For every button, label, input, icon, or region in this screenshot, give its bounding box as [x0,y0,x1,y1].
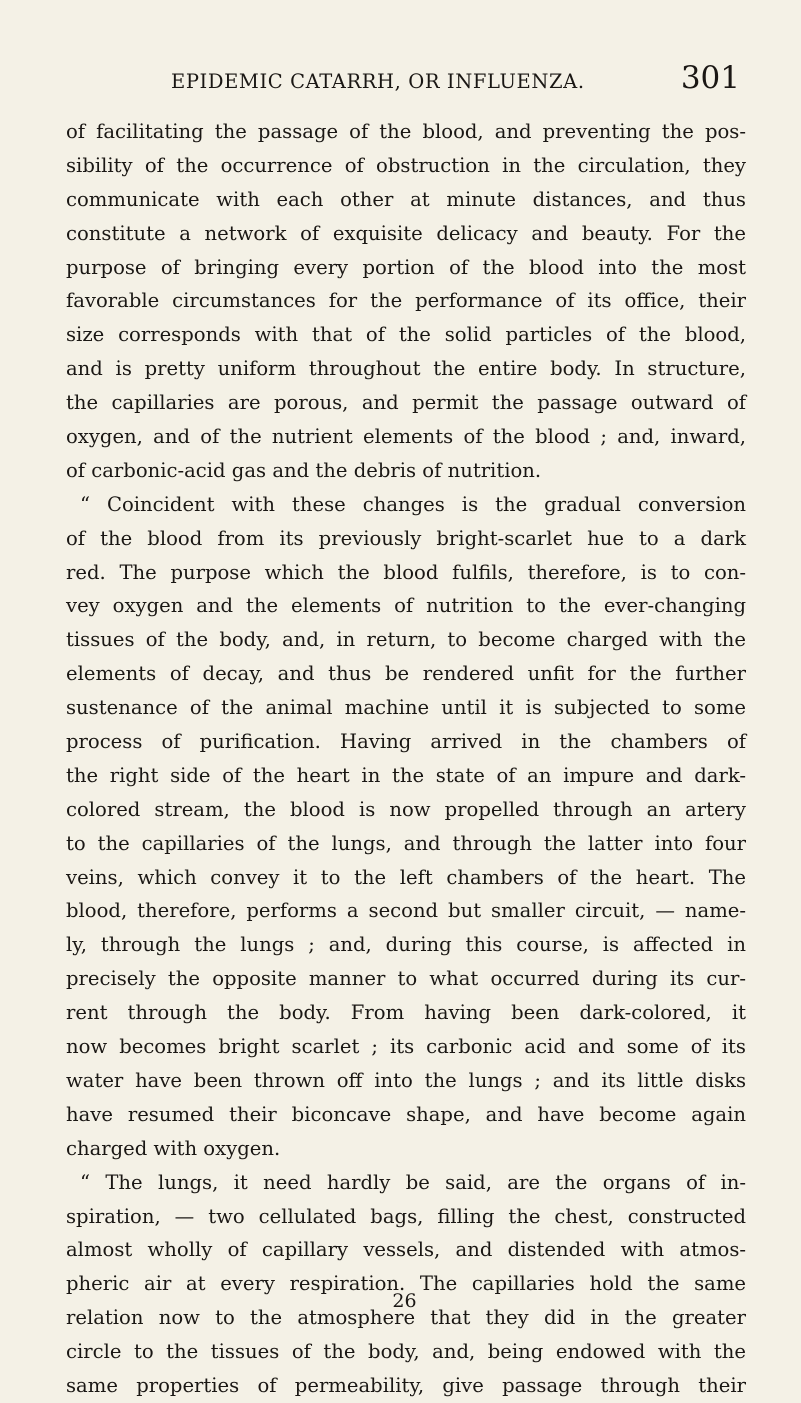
page-number: 301 [680,60,740,96]
text-line: blood, therefore, performs a second but smaller circuit, — name- [66,899,746,923]
text-line: favorable circumstances for the performance of its office, their [66,289,746,313]
body-text [66,115,746,1403]
text-line: “ The lungs, it need hardly be said, are the organs of in- [80,1170,746,1194]
text-line: size corresponds with that of the solid particles of the blood, [66,323,746,347]
text-line: process of purification. Having arrived in the chambers of [66,730,746,754]
text-line: colored stream, the blood is now propelled through an artery [66,797,746,821]
text-line: rent through the body. From having been dark-colored, it [66,1001,746,1025]
text-line: the capillaries are porous, and permit the passage outward of [66,391,746,415]
text-line: red. The purpose which the blood fulfils, therefore, is to con- [66,560,746,584]
text-line: the right side of the heart in the state of an impure and dark- [66,763,746,787]
text-line: and is pretty uniform throughout the entire body. In structure, [66,357,746,381]
text-line: have resumed their biconcave shape, and have become again [66,1102,746,1126]
text-line: communicate with each other at minute distances, and thus [66,187,746,211]
text-line: ly, through the lungs ; and, during this course, is affected in [66,933,746,957]
text-line: purpose of bringing every portion of the blood into the most [66,255,746,279]
text-line: now becomes bright scarlet ; its carbonic acid and some of its [66,1035,746,1059]
text-line: water have been thrown off into the lungs ; and its little disks [66,1068,746,1092]
text-line: tissues of the body, and, in return, to become charged with the [66,628,746,652]
text-line: veins, which convey it to the left chambers of the heart. The [66,865,746,889]
text-line: of carbonic-acid gas and the debris of nutrition. [66,458,542,482]
text-line: of the blood from its previously bright-scarlet hue to a dark [66,526,746,550]
text-line: sibility of the occurrence of obstruction in the circulation, they [66,153,746,177]
text-line: relation now to the atmosphere that they did in the greater [66,1306,746,1330]
text-line: of facilitating the passage of the blood, and preventing the pos- [66,120,746,143]
text-line: same properties of permeability, give passage through their [66,1373,746,1397]
text-line: spiration, — two cellulated bags, filling the chest, constructed [66,1204,746,1228]
text-line: almost wholly of capillary vessels, and distended with atmos- [66,1238,746,1262]
text-line: vey oxygen and the elements of nutrition to the ever-changing [66,594,746,618]
text-line: pheric air at every respiration. The capillaries hold the same [66,1272,746,1296]
signature-mark: 26 [392,1290,417,1312]
text-line: oxygen, and of the nutrient elements of the blood ; and, inward, [66,425,746,449]
running-head [66,60,742,100]
running-title: EPIDEMIC CATARRH, OR INFLUENZA. [171,70,585,93]
text-line: to the capillaries of the lungs, and through the latter into four [66,831,746,855]
text-line: charged with oxygen. [66,1136,281,1160]
text-line: sustenance of the animal machine until it is subjected to some [66,696,746,720]
text-line: circle to the tissues of the body, and, being endowed with the [66,1340,746,1364]
text-line: constitute a network of exquisite delicacy and beauty. For the [66,221,746,245]
text-line: “ Coincident with these changes is the gradual conversion [80,492,746,516]
text-line: elements of decay, and thus be rendered unfit for the further [66,662,746,686]
text-line: precisely the opposite manner to what occurred during its cur- [66,967,746,991]
